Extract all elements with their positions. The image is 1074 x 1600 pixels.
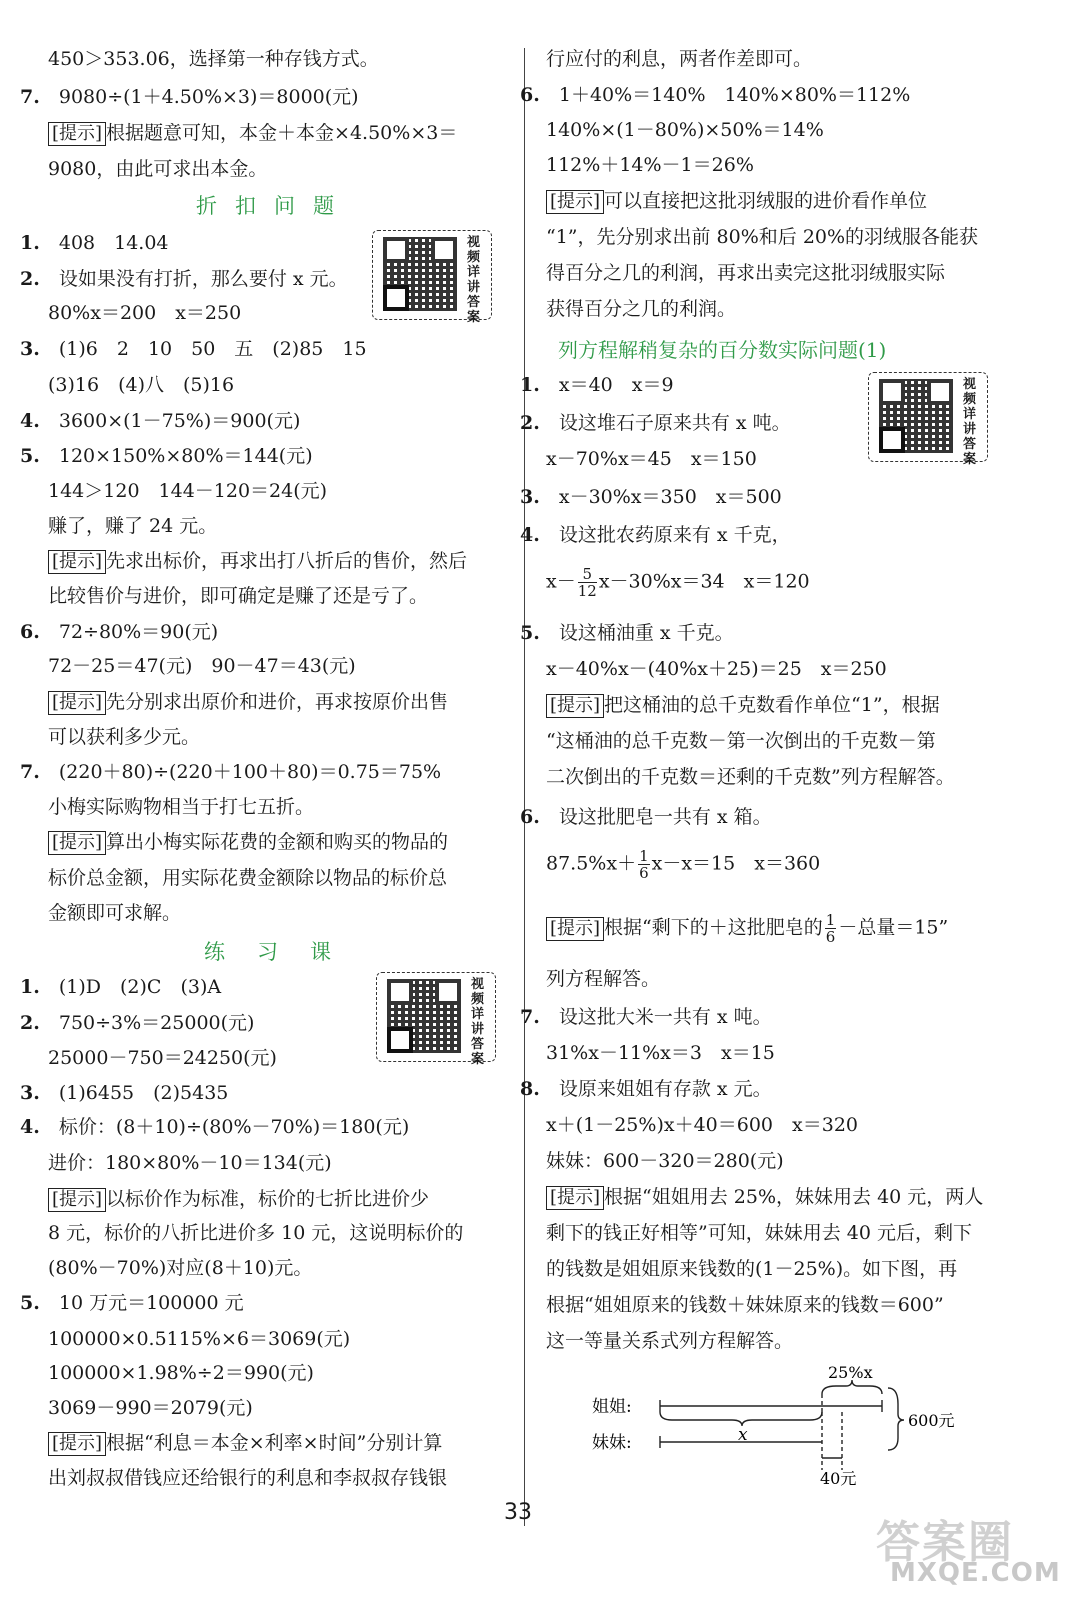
line: 行应付的利息，两者作差即可。 [546, 48, 813, 70]
question-number: 1. [20, 232, 40, 254]
hint-text: 先求出标价，再求出打八折后的售价，然后 [106, 550, 468, 572]
p-question-2 [20, 1010, 254, 1036]
answer: (220＋80)÷(220＋100＋80)＝0.75＝75% [58, 761, 442, 783]
hint [546, 1184, 983, 1210]
d-question-6 [20, 619, 218, 645]
hint-line: (80%－70%)对应(8＋10)元。 [48, 1257, 313, 1279]
answer: 408 14.04 [58, 232, 169, 254]
label-25-percent-x: 25%x [828, 1366, 873, 1382]
hint-tag: [提示] [48, 831, 106, 855]
hint-line: 得百分之几的利润，再求出卖完这批羽绒服实际 [546, 262, 946, 284]
page-number: 33 [504, 1500, 532, 1525]
answer: 1＋40%＝140% 140%×80%＝112% [558, 84, 911, 106]
qr-code[interactable] [868, 372, 988, 467]
answer: 设这桶油重 x 千克。 [558, 622, 734, 644]
line: x－70%x＝45 x＝150 [546, 448, 757, 470]
question-number: 3. [20, 1082, 40, 1104]
answer: 10 万元＝100000 元 [58, 1292, 244, 1314]
answer: 120×150%×80%＝144(元) [58, 445, 313, 467]
question-number: 1. [520, 374, 540, 396]
watermark [866, 1506, 1066, 1594]
line: 144＞120 144－120＝24(元) [48, 480, 328, 502]
question-number: 6. [20, 621, 40, 643]
hint-line: 9080，由此可求出本金。 [48, 158, 268, 180]
question-number: 3. [520, 486, 540, 508]
hint-line: 列方程解答。 [546, 968, 661, 990]
answer: 设如果没有打折，那么要付 x 元。 [58, 268, 348, 290]
question-number: 5. [20, 445, 40, 467]
hint-line: 根据“姐姐原来的钱数＋妹妹原来的钱数＝600” [546, 1294, 944, 1316]
line: x－40%x－(40%x＋25)＝25 x＝250 [546, 658, 887, 680]
question-number: 4. [20, 1116, 40, 1138]
question-number: 2. [20, 268, 40, 290]
answer: (1)6455 (2)5435 [58, 1082, 229, 1104]
question-number: 2. [20, 1012, 40, 1034]
question-number: 6. [520, 806, 540, 828]
equation-part: x－x＝15 x＝360 [651, 852, 821, 875]
hint-text: 算出小梅实际花费的金额和购买的物品的 [106, 831, 449, 853]
hint-text: 可以直接把这批羽绒服的进价看作单位 [604, 190, 928, 212]
hint-tag: [提示] [48, 122, 106, 146]
line: 25000－750＝24250(元) [48, 1047, 277, 1069]
numerator: 5 [578, 566, 597, 583]
line: 100000×1.98%÷2＝990(元) [48, 1362, 314, 1384]
p-question-1 [20, 974, 221, 1000]
answer: x－30%x＝350 x＝500 [558, 486, 782, 508]
answer: 设这批肥皂一共有 x 箱。 [558, 806, 772, 828]
hint [546, 692, 940, 718]
question-number: 6. [520, 84, 540, 106]
e-question-6 [520, 804, 772, 830]
equation-part: 87.5%x＋ [546, 852, 637, 875]
question-number: 5. [520, 622, 540, 644]
question-number: 2. [520, 412, 540, 434]
hint-line: 这一等量关系式列方程解答。 [546, 1330, 794, 1352]
label-sister-old: 姐姐: [592, 1397, 632, 1417]
line: 妹妹：600－320＝280(元) [546, 1150, 784, 1172]
line: 80%x＝200 x＝250 [48, 302, 242, 324]
hint-tag: [提示] [48, 1188, 106, 1212]
equation-line [546, 566, 810, 599]
hint-text: 根据题意可知，本金＋本金×4.50%×3＝ [106, 122, 458, 144]
hint-line: “这桶油的总千克数－第一次倒出的千克数－第 [546, 730, 936, 752]
p-question-3 [20, 1080, 228, 1106]
watermark-url: MXQE.COM [890, 1558, 1061, 1588]
hint [48, 1430, 442, 1456]
question-number: 7. [20, 86, 40, 108]
e-question-7 [520, 1004, 772, 1030]
answer: (1)D (2)C (3)A [58, 976, 222, 998]
line: 3069－990＝2079(元) [48, 1397, 253, 1419]
e-question-1 [520, 372, 674, 398]
hint-line: 的钱数是姐姐原来钱数的(1－25%)。如下图，再 [546, 1258, 958, 1280]
line: x＋(1－25%)x＋40＝600 x＝320 [546, 1114, 858, 1136]
p-question-4 [20, 1114, 409, 1140]
hint-line: 可以获利多少元。 [48, 726, 201, 748]
hint-text: 根据“利息＝本金×利率×时间”分别计算 [106, 1432, 443, 1454]
fraction [638, 848, 650, 881]
d-question-2 [20, 266, 348, 292]
hint [48, 689, 448, 715]
fraction [578, 566, 597, 599]
label-x: x [738, 1425, 748, 1445]
e-question-3 [520, 484, 782, 510]
e-question-8 [520, 1076, 772, 1102]
hint-line: 比较售价与进价，即可确定是赚了还是亏了。 [48, 585, 429, 607]
e-question-4 [520, 522, 791, 548]
hint-line: 二次倒出的千克数＝还剩的千克数”列方程解答。 [546, 766, 955, 788]
hint-tag: [提示] [546, 190, 604, 214]
label-sister-young: 妹妹: [592, 1433, 632, 1453]
hint-line: 标价总金额，用实际花费金额除以物品的标价总 [48, 867, 448, 889]
r-question-6 [520, 82, 910, 108]
hint [48, 1186, 429, 1212]
equation-line [546, 848, 820, 881]
d-question-3 [20, 336, 367, 362]
answer: 750÷3%＝25000(元) [58, 1012, 255, 1034]
line: 112%＋14%－1＝26% [546, 154, 754, 176]
e-question-2 [520, 410, 791, 436]
column-divider [524, 48, 525, 1526]
equation-part: x－ [546, 570, 576, 593]
answer: 设原来姐姐有存款 x 元。 [558, 1078, 772, 1100]
section-title-equation: 列方程解稍复杂的百分数实际问题(1) [558, 338, 887, 362]
d-question-1 [20, 230, 169, 256]
hint-text: 根据“姐姐用去 25%，妹妹用去 40 元，两人 [604, 1186, 984, 1208]
qr-label: 视频详讲答案 [471, 977, 485, 1067]
section-title-practice: 练习课 [204, 940, 363, 964]
question-number: 7. [20, 761, 40, 783]
question-number: 3. [20, 338, 40, 360]
hint-text: 根据“剩下的＋这批肥皂的 [604, 916, 823, 939]
qr-label: 视频详讲答案 [467, 235, 481, 325]
fraction [825, 912, 837, 945]
denominator: 12 [577, 582, 597, 600]
answer: 72÷80%＝90(元) [58, 621, 219, 643]
line: 小梅实际购物相当于打七五折。 [48, 796, 315, 818]
qr-label: 视频详讲答案 [963, 377, 977, 467]
line: 450＞353.06，选择第一种存钱方式。 [48, 48, 379, 70]
question-number: 8. [520, 1078, 540, 1100]
line: 140%×(1－80%)×50%＝14% [546, 119, 824, 141]
hint-tag: [提示] [48, 691, 106, 715]
hint-tag: [提示] [48, 1432, 106, 1456]
label-600: 600元 [908, 1411, 955, 1430]
hint-text: 以标价作为标准，标价的七折比进价少 [106, 1188, 430, 1210]
hint-text: 先分别求出原价和进价，再求按原价出售 [106, 691, 449, 713]
hint-line: 金额即可求解。 [48, 902, 182, 924]
segment-diagram [592, 1366, 1012, 1486]
hint [48, 829, 448, 855]
label-40: 40元 [820, 1469, 857, 1486]
hint-tag: [提示] [546, 1186, 604, 1210]
answer: 设这堆石子原来共有 x 吨。 [558, 412, 791, 434]
section-title-discount: 折扣问题 [196, 194, 352, 218]
line: 进价：180×80%－10＝134(元) [48, 1152, 332, 1174]
line: 31%x－11%x＝3 x＝15 [546, 1042, 775, 1064]
answer: 3600×(1－75%)＝900(元) [58, 410, 301, 432]
hint [546, 912, 948, 945]
denominator: 6 [639, 864, 649, 882]
equation-part: x－30%x＝34 x＝120 [598, 570, 810, 593]
question-7 [20, 84, 359, 110]
answer: 设这批农药原来有 x 千克， [558, 524, 791, 546]
question-number: 4. [20, 410, 40, 432]
p-question-5 [20, 1290, 244, 1316]
hint-tag: [提示] [546, 694, 604, 718]
question-number: 1. [20, 976, 40, 998]
denominator: 6 [825, 928, 836, 946]
hint-line: “1”，先分别求出前 80%和后 20%的羽绒服各能获 [546, 226, 979, 248]
question-number: 7. [520, 1006, 540, 1028]
answer: 9080÷(1＋4.50%×3)＝8000(元) [58, 86, 359, 108]
hint-tag: [提示] [546, 917, 604, 941]
hint [546, 188, 927, 214]
line: 赚了，赚了 24 元。 [48, 515, 218, 537]
answer: 标价：(8＋10)÷(80%－70%)＝180(元) [58, 1116, 410, 1138]
d-question-7 [20, 759, 441, 785]
numerator: 1 [825, 911, 836, 929]
e-question-5 [520, 620, 734, 646]
hint-text: －总量＝15” [838, 916, 949, 939]
hint-line: 剩下的钱正好相等”可知，妹妹用去 40 元后，剩下 [546, 1222, 972, 1244]
hint [48, 548, 467, 574]
d-question-4 [20, 408, 300, 434]
qr-code[interactable] [372, 230, 492, 325]
hint-line: 出刘叔叔借钱应还给银行的利息和李叔叔存钱银 [48, 1467, 448, 1489]
answer: 设这批大米一共有 x 吨。 [558, 1006, 772, 1028]
watermark-logo: 答案圈 [876, 1517, 1014, 1568]
answer: (1)6 2 10 50 五 (2)85 15 [58, 338, 367, 360]
hint [48, 120, 457, 146]
line: (3)16 (4)八 (5)16 [48, 374, 235, 396]
d-question-5 [20, 443, 313, 469]
hint-line: 获得百分之几的利润。 [546, 298, 737, 320]
line: 72－25＝47(元) 90－47＝43(元) [48, 655, 356, 677]
question-number: 5. [20, 1292, 40, 1314]
qr-code[interactable] [376, 972, 496, 1067]
numerator: 1 [639, 847, 649, 865]
hint-tag: [提示] [48, 550, 106, 574]
hint-line: 8 元，标价的八折比进价多 10 元，这说明标价的 [48, 1222, 464, 1244]
hint-text: 把这桶油的总千克数看作单位“1”，根据 [604, 694, 940, 716]
line: 100000×0.5115%×6＝3069(元) [48, 1328, 351, 1350]
question-number: 4. [520, 524, 540, 546]
answer: x＝40 x＝9 [558, 374, 674, 396]
